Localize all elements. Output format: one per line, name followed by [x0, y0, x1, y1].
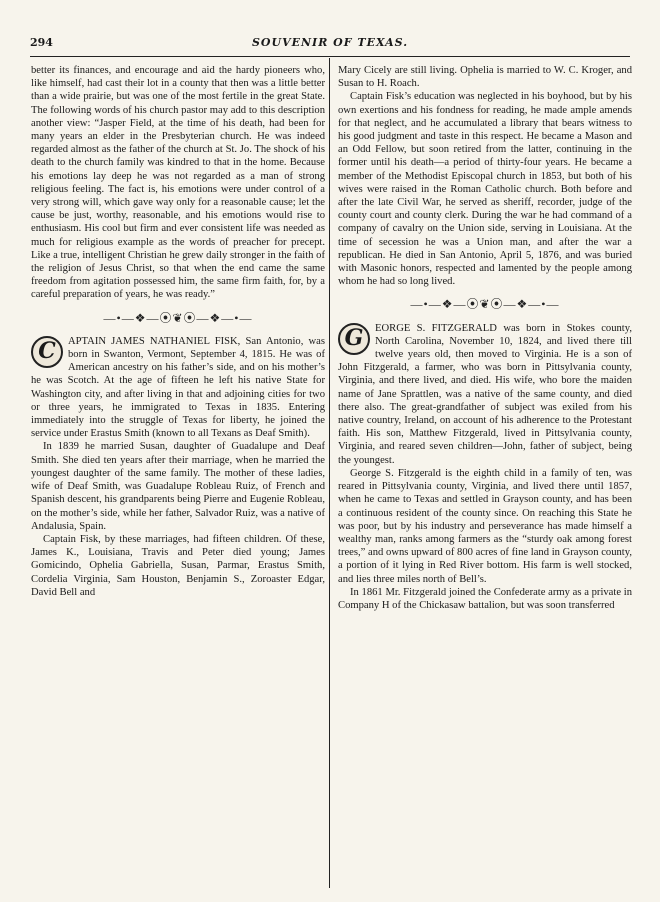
entry-heading: APTAIN JAMES NATHANIEL FISK,	[68, 335, 241, 347]
paragraph: George S. Fitzgerald is the eighth child in a family of ten, was reared in Pittsylvania county, Virginia, and lived there until 1857, when he came to Texas and settled in Grayson county, and has been a continuous resident of the county since. On reaching this State he was poor, but by his industry and perseverance has made himself a wealthy man, ranks among farmers as the “sturdy oak among forest trees,” and owns upward of 800 acres of fine land in Grayson county, a portion of it lying in Red River bottom. His farm is well stocked, and lies three miles north of Bell’s.	[338, 467, 632, 585]
paragraph: Captain Fisk’s education was neglected in his boyhood, but by his own exertions and his fondness for reading, he made ample amends for that neglect, and he accumulated a library that bears witness to his good judgment and taste in this respect. He became a Mason and an Odd Fellow, but soon retired from the latter, continuing in the former until his death—a period of thirty-four years. He became a member of the Methodist Episcopal church in 1853, but both of his wives were raised in the Roman Catholic church. Both before and after the late Civil War, he served as sheriff, recorder, judge of the county court and county clerk. During the war he had command of a company of cavalry on the Union side, serving in Louisiana. At the time of secession he was a Union man, and after the war a republican. He died in San Antonio, April 5, 1876, and was buried with Masonic honors, respected and lamented by the people among whom he had so long lived.	[338, 91, 632, 288]
paragraph: Captain Fisk, by these marriages, had fifteen children. Of these, James K., Louisiana, Travis and Peter died young; James Gomicindo, Ophelia Gabriella, Susan, Parmar, Erastus Smith, Cordelia Virginia, Sam Houston, Benjamin S., Zoroaster Edgar, David Bell and	[31, 533, 325, 598]
paragraph: In 1839 he married Susan, daughter of Guadalupe and Deaf Smith. She died ten years after their marriage, when he married the youngest daughter of the same family. The mother of these ladies, wife of Deaf Smith, was Guadalupe Robleau Ruiz, of French and Spanish descent, his grandparents being Pierre and Eugenie Robleau, on the mother’s side, while her father, Salvador Ruiz, was a native of Andalusia, Spain.	[31, 441, 325, 532]
running-title: SOUVENIR OF TEXAS.	[251, 36, 409, 49]
drop-cap-initial: C	[31, 336, 63, 368]
entry-heading: EORGE S. FITZGERALD	[375, 322, 497, 334]
paragraph: Mary Cicely are still living. Ophelia is married to W. C. Kroger, and Susan to H. Roach.	[338, 65, 632, 90]
entry-fitzgerald	[338, 322, 632, 467]
section-ornament: —•—❖—⦿❦⦿—❖—•—	[410, 297, 560, 312]
section-ornament: —•—❖—⦿❦⦿—❖—•—	[103, 310, 253, 325]
entry-first-paragraph	[31, 335, 325, 441]
entry-first-paragraph	[338, 322, 632, 467]
entry-fisk	[31, 335, 325, 441]
column-divider	[329, 58, 330, 888]
right-column	[338, 64, 632, 894]
left-column	[31, 64, 325, 894]
entry-text: San Antonio, was born in Swanton, Vermont, September 4, 1815. He was of American ancestry on his father’s side, and on his mother’s he was Scotch. At the age of fifteen he left his native State for Washington city, and after living in that and adjoining cities for two or three years, he immigrated to Texas in 1835. Entering immediately into the struggle of Texas for liberty, he joined the service under Erastus Smith (known to all Texans as Deaf Smith).	[31, 335, 325, 440]
paragraph: In 1861 Mr. Fitzgerald joined the Confederate army as a private in Company H of the Chickasaw battalion, but was soon transferred	[338, 586, 632, 611]
page-number: 294	[30, 36, 53, 49]
paragraph: better its finances, and encourage and aid the hardy pioneers who, like himself, had cast their lot in a county that then was a little better than a wide prairie, but was one of the most fertile in the great State. The following words of his church pastor may add to this description another view: “Jasper Field, at the time of his death, had been for many years an elder in the Presbyterian church. He was indeed regarded almost as the father of the church at St. Jo. The shock of his death to the church family was kindred to that in the home. Because his emotions lay deep he was not regarded as a man of strong religious feeling. The fact is, his emotions were under control of a very strong will, which gave way only for a reasonable cause; let the cause be just, worthy, reasonable, and his emotions would rise to enthusiasm. His cool but firm and ever consistent life was needed as much for religious example as the words of preacher for precept. Like a true, intelligent Christian he grew daily stronger in the faith of the religion of Jesus Christ, so that when the end came the same freedom from agitation possessed him, the same firm faith, for, by a careful preparation of years, he was ready.”	[31, 65, 325, 301]
page-header	[30, 36, 630, 52]
drop-cap-initial: G	[338, 323, 370, 355]
entry-text: was born in Stokes county, North Carolina, November 10, 1824, and lived there till twelve years old, then moved to Virginia. He is a son of John Fitzgerald, a farmer, who was born in Pittsylvania county, Virginia, and there lived, and died. His wife, who bore the maiden name of Jane Sprattlen, was a native of the same county, and died there also. The great-grandfather of subject was exiled from his native country, Ireland, on account of his adherence to the Protestant faith. His son, Matthew Fitzgerald, lived in Pittsylvania county, Virginia, and reared seven children—John, father of subject, being the youngest.	[338, 322, 632, 466]
header-rule	[30, 56, 630, 57]
